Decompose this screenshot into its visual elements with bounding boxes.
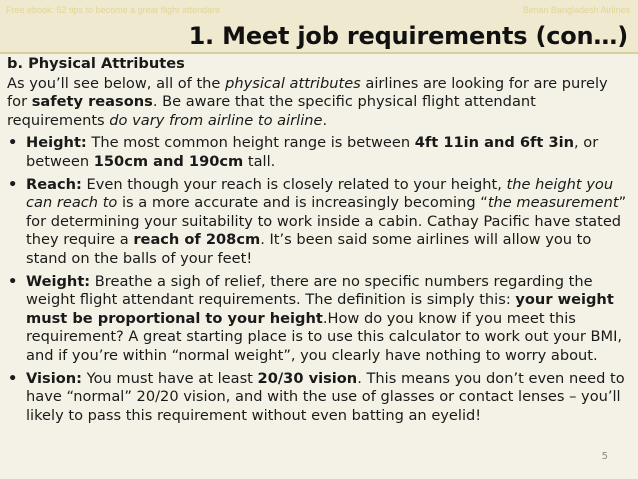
bullet-icon: • <box>8 134 18 152</box>
item-text: . It’s been said some airlines will allow you to stand on the balls of your feet! <box>26 231 592 267</box>
intro-text: As you’ll see below, all of the <box>7 74 226 92</box>
bullet-icon: • <box>8 369 18 387</box>
section-heading: b. Physical Attributes <box>7 55 185 72</box>
bullet-icon: • <box>8 272 18 290</box>
item-emphasis: the measurement <box>487 194 619 212</box>
item-text: tall. <box>243 152 276 170</box>
item-strong: reach of 208cm <box>133 231 261 249</box>
bullet-icon: • <box>8 175 18 193</box>
ebook-promo-link[interactable]: Free ebook: 52 tips to become a great flight attendant <box>6 5 220 15</box>
item-label: Height: <box>26 134 87 152</box>
page-number: 5 <box>601 451 608 462</box>
item-emphasis: the height you can reach to <box>26 175 614 212</box>
item-text: ” for determining your suitability to work inside a cabin. Cathay Pacific have stated they require a <box>26 194 627 249</box>
slide-title: 1. Meet job requirements (con…) <box>188 22 628 50</box>
item-text: You must have at least <box>81 369 258 387</box>
intro-text: . Be aware that the specific physical flight attendant requirements <box>7 93 536 129</box>
item-text: .How do you know if you meet this requirement? A great starting place is to use this calculator to work out your BMI, and if you’re within “normal weight”, you clearly have nothing to worry about. <box>26 309 623 364</box>
list-item-vision <box>7 370 629 426</box>
list-item-reach <box>7 176 629 269</box>
item-label: Vision: <box>26 369 82 387</box>
item-text: Breathe a sigh of relief, there are no specific numbers regarding the weight flight attendant requirements. The definition is simply this: <box>26 272 593 309</box>
item-text: The most common height range is between <box>86 134 415 152</box>
item-text: , or between <box>26 134 599 170</box>
airline-name-link[interactable]: Biman Bangladesh Airlines <box>522 5 630 15</box>
item-strong: your weight must be proportional to your height <box>26 291 614 327</box>
requirements-list <box>7 134 629 425</box>
item-text: . This means you don’t even need to have “normal” 20/20 vision, and with the use of glasses or contact lenses – you’ll likely to pass this requirement without even batting an eyelid! <box>26 369 625 424</box>
intro-emphasis: physical attributes <box>225 74 361 92</box>
item-text: is a more accurate and is increasingly becoming “ <box>117 194 488 212</box>
intro-paragraph <box>7 75 629 131</box>
intro-text: airlines are looking for are purely for <box>7 74 608 111</box>
item-label: Weight: <box>26 272 91 290</box>
item-text: Even though your reach is closely related to your height, <box>81 175 507 193</box>
item-strong: 150cm and 190cm <box>93 152 244 170</box>
list-item-height <box>7 134 629 171</box>
list-item-weight <box>7 273 629 366</box>
header-divider <box>0 52 638 54</box>
intro-text: . <box>322 111 328 129</box>
item-strong: 4ft 11in and 6ft 3in <box>414 134 574 152</box>
slide-content <box>7 55 629 425</box>
intro-strong: safety reasons <box>31 93 153 111</box>
item-strong: 20/30 vision <box>257 369 358 387</box>
item-label: Reach: <box>26 175 82 193</box>
intro-emphasis: do vary from airline to airline <box>109 111 323 129</box>
